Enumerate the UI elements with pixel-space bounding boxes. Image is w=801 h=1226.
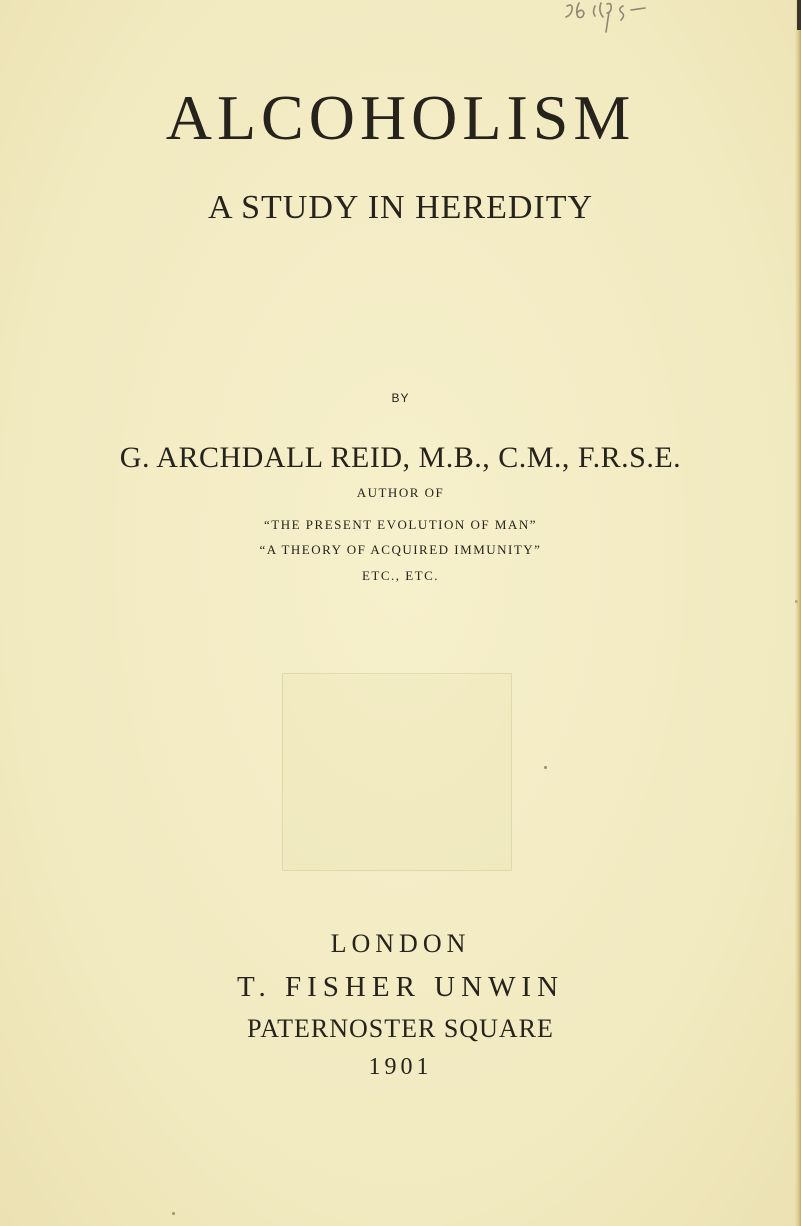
imprint-publisher: T. FISHER UNWIN (236, 971, 565, 1003)
handwritten-shelfmark (555, 0, 695, 34)
other-work-title: “THE PRESENT EVOLUTION OF MAN” (264, 517, 537, 532)
other-works-etc: ETC., ETC. (361, 568, 440, 583)
by-label: BY (391, 391, 410, 405)
book-subtitle: A STUDY IN HEREDITY (207, 189, 594, 226)
bleed-through-shadow (282, 673, 512, 871)
author-name: G. ARCHDALL REID, M.B., C.M., F.R.S.E. (119, 441, 682, 474)
imprint-year: 1901 (368, 1054, 433, 1080)
other-work-title: “A THEORY OF ACQUIRED IMMUNITY” (259, 542, 542, 557)
book-title: ALCOHOLISM (165, 82, 636, 153)
imprint-city: LONDON (330, 929, 471, 958)
author-of-label: AUTHOR OF (356, 485, 445, 500)
page-edge (795, 0, 801, 1226)
imprint-address: PATERNOSTER SQUARE (247, 1014, 554, 1043)
paper-speck (544, 766, 547, 769)
page-edge-shadow (797, 0, 801, 30)
paper-speck (172, 1212, 175, 1215)
